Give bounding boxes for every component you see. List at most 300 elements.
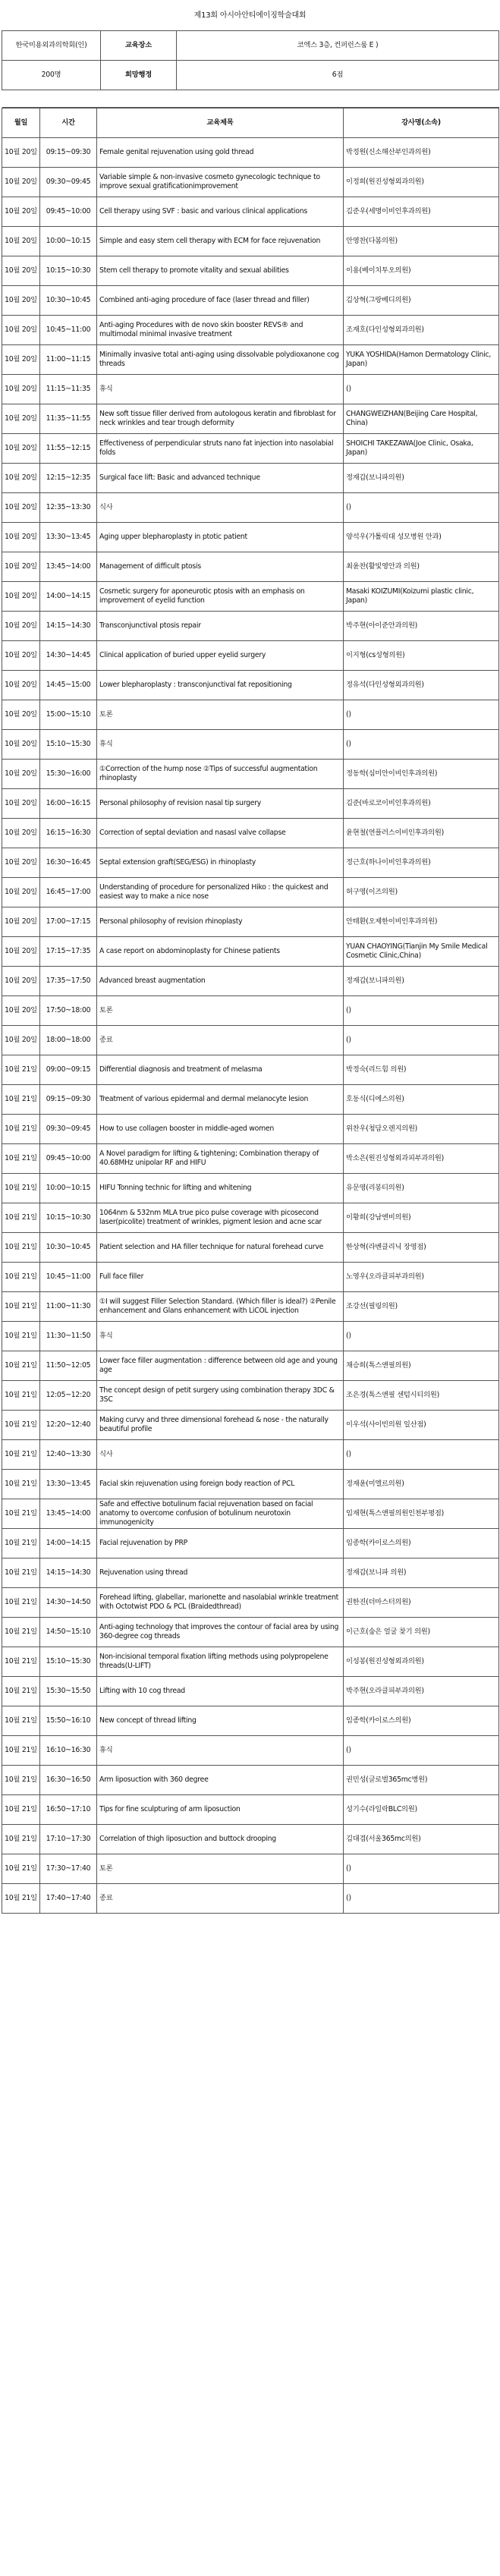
capacity-value: 200명 (2, 61, 101, 90)
session-speaker: 임종학(카이로스의원) (344, 1529, 499, 1558)
session-date: 10월 20일 (2, 375, 40, 404)
session-speaker: YUAN CHAOYING(Tianjin My Smile Medical Cosmetic Clinic,China) (344, 937, 499, 967)
session-time: 10:15~10:30 (40, 256, 97, 286)
session-speaker: 이정희(원진성형외과의원) (344, 168, 499, 197)
session-topic: Treatment of various epidermal and dermal melanocyte lesion (97, 1085, 344, 1115)
session-speaker: Masaki KOIZUMI(Koizumi plastic clinic, Japan) (344, 582, 499, 612)
table-row (2, 1736, 499, 1766)
session-date: 10월 20일 (2, 848, 40, 878)
session-time: 09:45~10:00 (40, 1144, 97, 1174)
session-date: 10월 20일 (2, 730, 40, 760)
session-speaker: 박주현(아이준안과의원) (344, 612, 499, 641)
table-row (2, 789, 499, 819)
table-row (2, 1381, 499, 1411)
session-date: 10월 21일 (2, 1144, 40, 1174)
table-row (2, 848, 499, 878)
header-gap (2, 90, 499, 108)
table-row (2, 1174, 499, 1203)
session-date: 10월 20일 (2, 316, 40, 345)
session-date: 10월 21일 (2, 1825, 40, 1854)
session-date: 10월 20일 (2, 493, 40, 523)
session-speaker: 조재호(다인성형외과의원) (344, 316, 499, 345)
session-time: 14:15~14:30 (40, 1558, 97, 1588)
table-row (2, 700, 499, 730)
column-header-speaker: 강사명(소속) (344, 109, 499, 138)
session-time: 16:10~16:30 (40, 1736, 97, 1766)
session-time: 15:00~15:10 (40, 700, 97, 730)
session-topic: Correlation of thigh liposuction and buttock drooping (97, 1825, 344, 1854)
session-date: 10월 20일 (2, 760, 40, 789)
session-date: 10월 21일 (2, 1558, 40, 1588)
table-row (2, 996, 499, 1026)
session-speaker: 최윤찬(활빛영안과 의원) (344, 552, 499, 582)
session-speaker: 정재갑(보니파 의원) (344, 1558, 499, 1588)
table-row (2, 878, 499, 907)
session-date: 10월 21일 (2, 1440, 40, 1470)
session-topic: 식사 (97, 1440, 344, 1470)
page-title: 제13회 아시아안티에이징학술대회 (193, 11, 307, 20)
session-topic: Simple and easy stem cell therapy with ECM for face rejuvenation (97, 227, 344, 256)
table-row (2, 1529, 499, 1558)
session-speaker: () (344, 1322, 499, 1351)
session-topic: Clinical application of buried upper eyelid surgery (97, 641, 344, 671)
session-time: 10:15~10:30 (40, 1203, 97, 1233)
table-row (2, 1411, 499, 1440)
session-topic: Combined anti-aging procedure of face (laser thread and filler) (97, 286, 344, 316)
session-time: 12:20~12:40 (40, 1411, 97, 1440)
session-topic: 종료 (97, 1884, 344, 1914)
session-time: 09:15~09:30 (40, 138, 97, 168)
table-row (2, 582, 499, 612)
session-time: 13:45~14:00 (40, 552, 97, 582)
session-topic: Female genital rejuvenation using gold thread (97, 138, 344, 168)
session-topic: Non-incisional temporal fixation lifting methods using polypropelene threads(U-LIFT) (97, 1647, 344, 1677)
session-speaker: 정유석(다인성형외과의원) (344, 671, 499, 700)
session-date: 10월 21일 (2, 1647, 40, 1677)
session-date: 10월 20일 (2, 819, 40, 848)
session-topic: Safe and effective botulinum facial rejuvenation based on facial anatomy to overcome confusion of botulinum neurotoxin immunogenicity (97, 1499, 344, 1529)
session-date: 10월 20일 (2, 700, 40, 730)
session-time: 17:40~17:40 (40, 1884, 97, 1914)
session-date: 10월 21일 (2, 1795, 40, 1825)
session-date: 10월 21일 (2, 1174, 40, 1203)
table-row (2, 434, 499, 464)
session-topic: 휴식 (97, 375, 344, 404)
table-row (2, 345, 499, 375)
session-date: 10월 20일 (2, 286, 40, 316)
table-row (2, 1026, 499, 1055)
session-topic: Correction of septal deviation and nasasl valve collapse (97, 819, 344, 848)
session-date: 10월 20일 (2, 907, 40, 937)
session-date: 10월 20일 (2, 612, 40, 641)
table-row (2, 1351, 499, 1381)
session-speaker: () (344, 1026, 499, 1055)
session-time: 12:40~13:30 (40, 1440, 97, 1470)
session-topic: Surgical face lift: Basic and advanced technique (97, 464, 344, 493)
table-row (2, 256, 499, 286)
session-topic: Full face filler (97, 1263, 344, 1292)
session-time: 18:00~18:00 (40, 1026, 97, 1055)
session-date: 10월 20일 (2, 256, 40, 286)
table-row (2, 1292, 499, 1322)
session-time: 11:55~12:15 (40, 434, 97, 464)
table-row (2, 760, 499, 789)
session-speaker: 양석우(가톨릭대 성모병원 안과) (344, 523, 499, 552)
table-row (2, 523, 499, 552)
session-date: 10월 20일 (2, 168, 40, 197)
session-speaker: () (344, 1440, 499, 1470)
session-speaker: 임종학(카이로스의원) (344, 1706, 499, 1736)
session-time: 16:30~16:50 (40, 1766, 97, 1795)
session-time: 12:35~13:30 (40, 493, 97, 523)
column-header-time: 시간 (40, 109, 97, 138)
session-time: 12:15~12:35 (40, 464, 97, 493)
preferred-value: 6점 (177, 61, 499, 90)
table-row (2, 1055, 499, 1085)
table-row (2, 138, 499, 168)
table-row (2, 227, 499, 256)
session-time: 14:30~14:45 (40, 641, 97, 671)
session-time: 10:45~11:00 (40, 316, 97, 345)
session-topic: Personal philosophy of revision rhinoplasty (97, 907, 344, 937)
session-date: 10월 20일 (2, 878, 40, 907)
session-time: 15:10~15:30 (40, 1647, 97, 1677)
session-date: 10월 21일 (2, 1470, 40, 1499)
session-time: 10:00~10:15 (40, 227, 97, 256)
session-time: 10:00~10:15 (40, 1174, 97, 1203)
table-row (2, 197, 499, 227)
room-value: 코엑스 3층, 컨퍼런스룸 E ) (177, 31, 499, 61)
session-speaker: 이지형(cs성형의원) (344, 641, 499, 671)
session-date: 10월 21일 (2, 1322, 40, 1351)
session-date: 10월 20일 (2, 227, 40, 256)
session-date: 10월 21일 (2, 1854, 40, 1884)
session-date: 10월 21일 (2, 1677, 40, 1706)
session-speaker: 위찬우(청담오렌지의원) (344, 1115, 499, 1144)
table-row (2, 1085, 499, 1115)
session-date: 10월 21일 (2, 1618, 40, 1647)
table-row (2, 1322, 499, 1351)
session-time: 16:00~16:15 (40, 789, 97, 819)
session-time: 16:30~16:45 (40, 848, 97, 878)
session-time: 11:00~11:30 (40, 1292, 97, 1322)
session-time: 17:15~17:35 (40, 937, 97, 967)
session-speaker: 권한진(더마스터의원) (344, 1588, 499, 1618)
session-topic: Advanced breast augmentation (97, 967, 344, 996)
schedule-body (2, 138, 499, 1914)
session-time: 14:50~15:10 (40, 1618, 97, 1647)
session-speaker: 이성봉(원진성형외과의원) (344, 1647, 499, 1677)
session-time: 09:00~09:15 (40, 1055, 97, 1085)
session-date: 10월 20일 (2, 523, 40, 552)
session-time: 11:15~11:35 (40, 375, 97, 404)
session-time: 14:15~14:30 (40, 612, 97, 641)
session-time: 15:30~16:00 (40, 760, 97, 789)
session-speaker: 안영찬(다봄의원) (344, 227, 499, 256)
session-topic: Understanding of procedure for personalized Hiko : the quickest and easiest way to make a nice nose (97, 878, 344, 907)
session-date: 10월 20일 (2, 1026, 40, 1055)
table-row (2, 641, 499, 671)
session-topic: 휴식 (97, 1736, 344, 1766)
session-speaker: () (344, 996, 499, 1026)
table-row (2, 1825, 499, 1854)
table-row (2, 1115, 499, 1144)
session-topic: Forehead lifting, glabellar, marionette and nasolabial wrinkle treatment with Octotwist PDO & PCL (Braidedthread) (97, 1588, 344, 1618)
table-row (2, 1263, 499, 1292)
session-speaker: () (344, 1854, 499, 1884)
session-time: 17:50~18:00 (40, 996, 97, 1026)
session-speaker: 정재윤(미엘르의원) (344, 1470, 499, 1499)
session-date: 10월 21일 (2, 1588, 40, 1618)
session-time: 14:30~14:50 (40, 1588, 97, 1618)
table-row (2, 168, 499, 197)
table-row (2, 404, 499, 434)
session-topic: Variable simple & non-invasive cosmeto gynecologic technique to improve sexual gratificationimprovement (97, 168, 344, 197)
session-time: 09:30~09:45 (40, 1115, 97, 1144)
table-row (2, 1766, 499, 1795)
session-speaker: 호동식(디에스의원) (344, 1085, 499, 1115)
table-row (2, 1647, 499, 1677)
session-topic: HIFU Tonning technic for lifting and whitening (97, 1174, 344, 1203)
session-speaker: () (344, 493, 499, 523)
session-date: 10월 21일 (2, 1351, 40, 1381)
session-speaker: 이우석(사이빈의원 일산점) (344, 1411, 499, 1440)
session-topic: Anti-aging Procedures with de novo skin booster REVS® and multimodal minimal invasive treatment (97, 316, 344, 345)
session-speaker: 정동학(심미안이비인후과의원) (344, 760, 499, 789)
session-time: 17:35~17:50 (40, 967, 97, 996)
session-date: 10월 21일 (2, 1085, 40, 1115)
session-topic: Arm liposuction with 360 degree (97, 1766, 344, 1795)
session-speaker: 김준우(세명이비인후과의원) (344, 197, 499, 227)
session-date: 10월 21일 (2, 1499, 40, 1529)
table-row (2, 937, 499, 967)
session-date: 10월 20일 (2, 404, 40, 434)
table-row (2, 907, 499, 937)
session-time: 09:30~09:45 (40, 168, 97, 197)
session-date: 10월 20일 (2, 464, 40, 493)
table-row (2, 1588, 499, 1618)
session-time: 15:10~15:30 (40, 730, 97, 760)
session-topic: 토론 (97, 1854, 344, 1884)
session-time: 09:45~10:00 (40, 197, 97, 227)
session-topic: Lifting with 10 cog thread (97, 1677, 344, 1706)
session-time: 15:30~15:50 (40, 1677, 97, 1706)
session-time: 10:45~11:00 (40, 1263, 97, 1292)
table-row (2, 1499, 499, 1529)
session-topic: ①I will suggest Filler Selection Standard. (Which filler is ideal?) ②Penile enhancement and Glans enhancement with LiCOL injection (97, 1292, 344, 1322)
session-speaker: 김대겸(서울365mc의원) (344, 1825, 499, 1854)
table-row (2, 967, 499, 996)
session-topic: 1064nm & 532nm MLA true pico pulse coverage with picosecond laser(picolite) treatment of wrinkles, pigment lesion and acne scar (97, 1203, 344, 1233)
session-date: 10월 20일 (2, 434, 40, 464)
session-speaker: 정근호(하나이비인후과의원) (344, 848, 499, 878)
column-header-date: 월일 (2, 109, 40, 138)
session-topic: 토론 (97, 700, 344, 730)
session-topic: New concept of thread lifting (97, 1706, 344, 1736)
session-time: 17:00~17:15 (40, 907, 97, 937)
session-date: 10월 21일 (2, 1736, 40, 1766)
table-row (2, 1706, 499, 1736)
schedule-table (2, 108, 499, 1914)
table-row (2, 1618, 499, 1647)
table-row (2, 375, 499, 404)
session-time: 15:50~16:10 (40, 1706, 97, 1736)
session-time: 10:30~10:45 (40, 286, 97, 316)
table-row (2, 1795, 499, 1825)
session-date: 10월 20일 (2, 789, 40, 819)
session-topic: Cosmetic surgery for aponeurotic ptosis with an emphasis on improvement of eyelid function (97, 582, 344, 612)
session-speaker: 조은경(톡스앤필 센텀시티의원) (344, 1381, 499, 1411)
table-row (2, 1677, 499, 1706)
session-speaker: 노영우(오라클피부과의원) (344, 1263, 499, 1292)
session-date: 10월 21일 (2, 1706, 40, 1736)
session-date: 10월 20일 (2, 552, 40, 582)
session-time: 13:30~13:45 (40, 523, 97, 552)
session-speaker: () (344, 375, 499, 404)
session-speaker: () (344, 700, 499, 730)
table-row (2, 1440, 499, 1470)
session-topic: Patient selection and HA filler technique for natural forehead curve (97, 1233, 344, 1263)
session-speaker: 성기수(라일락BLC의원) (344, 1795, 499, 1825)
session-topic: 식사 (97, 493, 344, 523)
session-speaker: () (344, 1884, 499, 1914)
session-date: 10월 20일 (2, 967, 40, 996)
session-date: 10월 21일 (2, 1529, 40, 1558)
table-row (2, 1884, 499, 1914)
session-speaker: 박정숙(리드힘 의원) (344, 1055, 499, 1085)
session-topic: Differential diagnosis and treatment of melasma (97, 1055, 344, 1085)
session-speaker: 정재갑(보니파의원) (344, 967, 499, 996)
table-row (2, 316, 499, 345)
session-speaker: YUKA YOSHIDA(Hamon Dermatology Clinic, Japan) (344, 345, 499, 375)
session-topic: A Novel paradigm for lifting & tightening; Combination therapy of 40.68MHz unipolar RF and HIFU (97, 1144, 344, 1174)
table-row (2, 493, 499, 523)
session-time: 11:30~11:50 (40, 1322, 97, 1351)
session-date: 10월 20일 (2, 345, 40, 375)
session-speaker: 박소은(원진성형외과피부과의원) (344, 1144, 499, 1174)
session-date: 10월 21일 (2, 1055, 40, 1085)
table-row (2, 1233, 499, 1263)
session-date: 10월 21일 (2, 1884, 40, 1914)
session-time: 09:15~09:30 (40, 1085, 97, 1115)
table-row (2, 1144, 499, 1174)
session-date: 10월 21일 (2, 1381, 40, 1411)
session-topic: 종료 (97, 1026, 344, 1055)
session-topic: Minimally invasive total anti-aging using dissolvable polydioxanone cog threads (97, 345, 344, 375)
session-time: 11:00~11:15 (40, 345, 97, 375)
session-topic: The concept design of petit surgery using combination therapy 3DC & 3SC (97, 1381, 344, 1411)
session-topic: Management of difficult ptosis (97, 552, 344, 582)
session-date: 10월 20일 (2, 582, 40, 612)
session-time: 16:45~17:00 (40, 878, 97, 907)
session-speaker: CHANGWEIZHAN(Beijing Care Hospital, China) (344, 404, 499, 434)
session-speaker: 이근호(숲은 얼굴 찾기 의원) (344, 1618, 499, 1647)
session-topic: A case report on abdominoplasty for Chinese patients (97, 937, 344, 967)
session-time: 14:45~15:00 (40, 671, 97, 700)
organization-cell: 한국미용외과의학회(인) (2, 31, 101, 61)
session-speaker: () (344, 1736, 499, 1766)
session-date: 10월 20일 (2, 138, 40, 168)
session-topic: Facial rejuvenation by PRP (97, 1529, 344, 1558)
column-header-topic: 교육제목 (97, 109, 344, 138)
room-label: 교육장소 (101, 31, 177, 61)
session-speaker: 채승희(톡스앤필의원) (344, 1351, 499, 1381)
session-speaker: 김상혁(그랑베디의원) (344, 286, 499, 316)
table-row (2, 1558, 499, 1588)
session-time: 11:35~11:55 (40, 404, 97, 434)
session-speaker: 이용(베이치투오의원) (344, 256, 499, 286)
session-speaker: 유문영(리봉티의원) (344, 1174, 499, 1203)
session-date: 10월 21일 (2, 1766, 40, 1795)
session-topic: Anti-aging technology that improves the contour of facial area by using 360-degree cog threads (97, 1618, 344, 1647)
session-time: 16:15~16:30 (40, 819, 97, 848)
table-row (2, 612, 499, 641)
session-date: 10월 20일 (2, 671, 40, 700)
session-date: 10월 21일 (2, 1263, 40, 1292)
session-date: 10월 21일 (2, 1115, 40, 1144)
session-topic: 휴식 (97, 730, 344, 760)
session-speaker: 김준(바로코이비인후과의원) (344, 789, 499, 819)
table-row (2, 1470, 499, 1499)
session-speaker: 박정원(신소해산부인과의원) (344, 138, 499, 168)
session-date: 10월 21일 (2, 1292, 40, 1322)
session-topic: Stem cell therapy to promote vitality and sexual abilities (97, 256, 344, 286)
session-topic: Rejuvenation using thread (97, 1558, 344, 1588)
session-topic: Personal philosophy of revision nasal tip surgery (97, 789, 344, 819)
session-time: 17:10~17:30 (40, 1825, 97, 1854)
session-date: 10월 20일 (2, 197, 40, 227)
session-topic: Lower blepharoplasty : transconjunctival fat repositioning (97, 671, 344, 700)
session-topic: New soft tissue filler derived from autologous keratin and fibroblast for neck wrinkles and tear trough deformity (97, 404, 344, 434)
table-row (2, 552, 499, 582)
session-speaker: 조강선(필링의원) (344, 1292, 499, 1322)
table-row (2, 464, 499, 493)
schedule-page (2, 2, 498, 1914)
session-date: 10월 20일 (2, 641, 40, 671)
session-speaker: 허구영(이즈의원) (344, 878, 499, 907)
session-topic: How to use collagen booster in middle-aged women (97, 1115, 344, 1144)
session-time: 14:00~14:15 (40, 582, 97, 612)
session-speaker: 안태환(오제한이비인후과의원) (344, 907, 499, 937)
table-row (2, 671, 499, 700)
event-info-table (2, 30, 499, 108)
session-topic: Lower face filler augmentation : difference between old age and young age (97, 1351, 344, 1381)
session-speaker: () (344, 730, 499, 760)
session-speaker: 박주현(오라클피부과의원) (344, 1677, 499, 1706)
session-speaker: 임재현(톡스앤필의원인천부평점) (344, 1499, 499, 1529)
session-topic: 토론 (97, 996, 344, 1026)
table-row (2, 1854, 499, 1884)
session-topic: 휴식 (97, 1322, 344, 1351)
session-time: 13:45~14:00 (40, 1499, 97, 1529)
session-date: 10월 21일 (2, 1203, 40, 1233)
session-speaker: 한상혁(라벤클리닉 장영점) (344, 1233, 499, 1263)
session-speaker: 권민성(글로벌365mc병원) (344, 1766, 499, 1795)
table-row (2, 819, 499, 848)
session-date: 10월 21일 (2, 1411, 40, 1440)
session-time: 11:50~12:05 (40, 1351, 97, 1381)
session-date: 10월 20일 (2, 937, 40, 967)
session-topic: Septal extension graft(SEG/ESG) in rhinoplasty (97, 848, 344, 878)
session-time: 17:30~17:40 (40, 1854, 97, 1884)
session-topic: Aging upper blepharoplasty in ptotic patient (97, 523, 344, 552)
table-row (2, 1203, 499, 1233)
session-topic: Making curvy and three dimensional forehead & nose - the naturally beautiful profile (97, 1411, 344, 1440)
session-speaker: 이황희(강남엔비의원) (344, 1203, 499, 1233)
session-time: 14:00~14:15 (40, 1529, 97, 1558)
session-time: 10:30~10:45 (40, 1233, 97, 1263)
session-date: 10월 20일 (2, 996, 40, 1026)
